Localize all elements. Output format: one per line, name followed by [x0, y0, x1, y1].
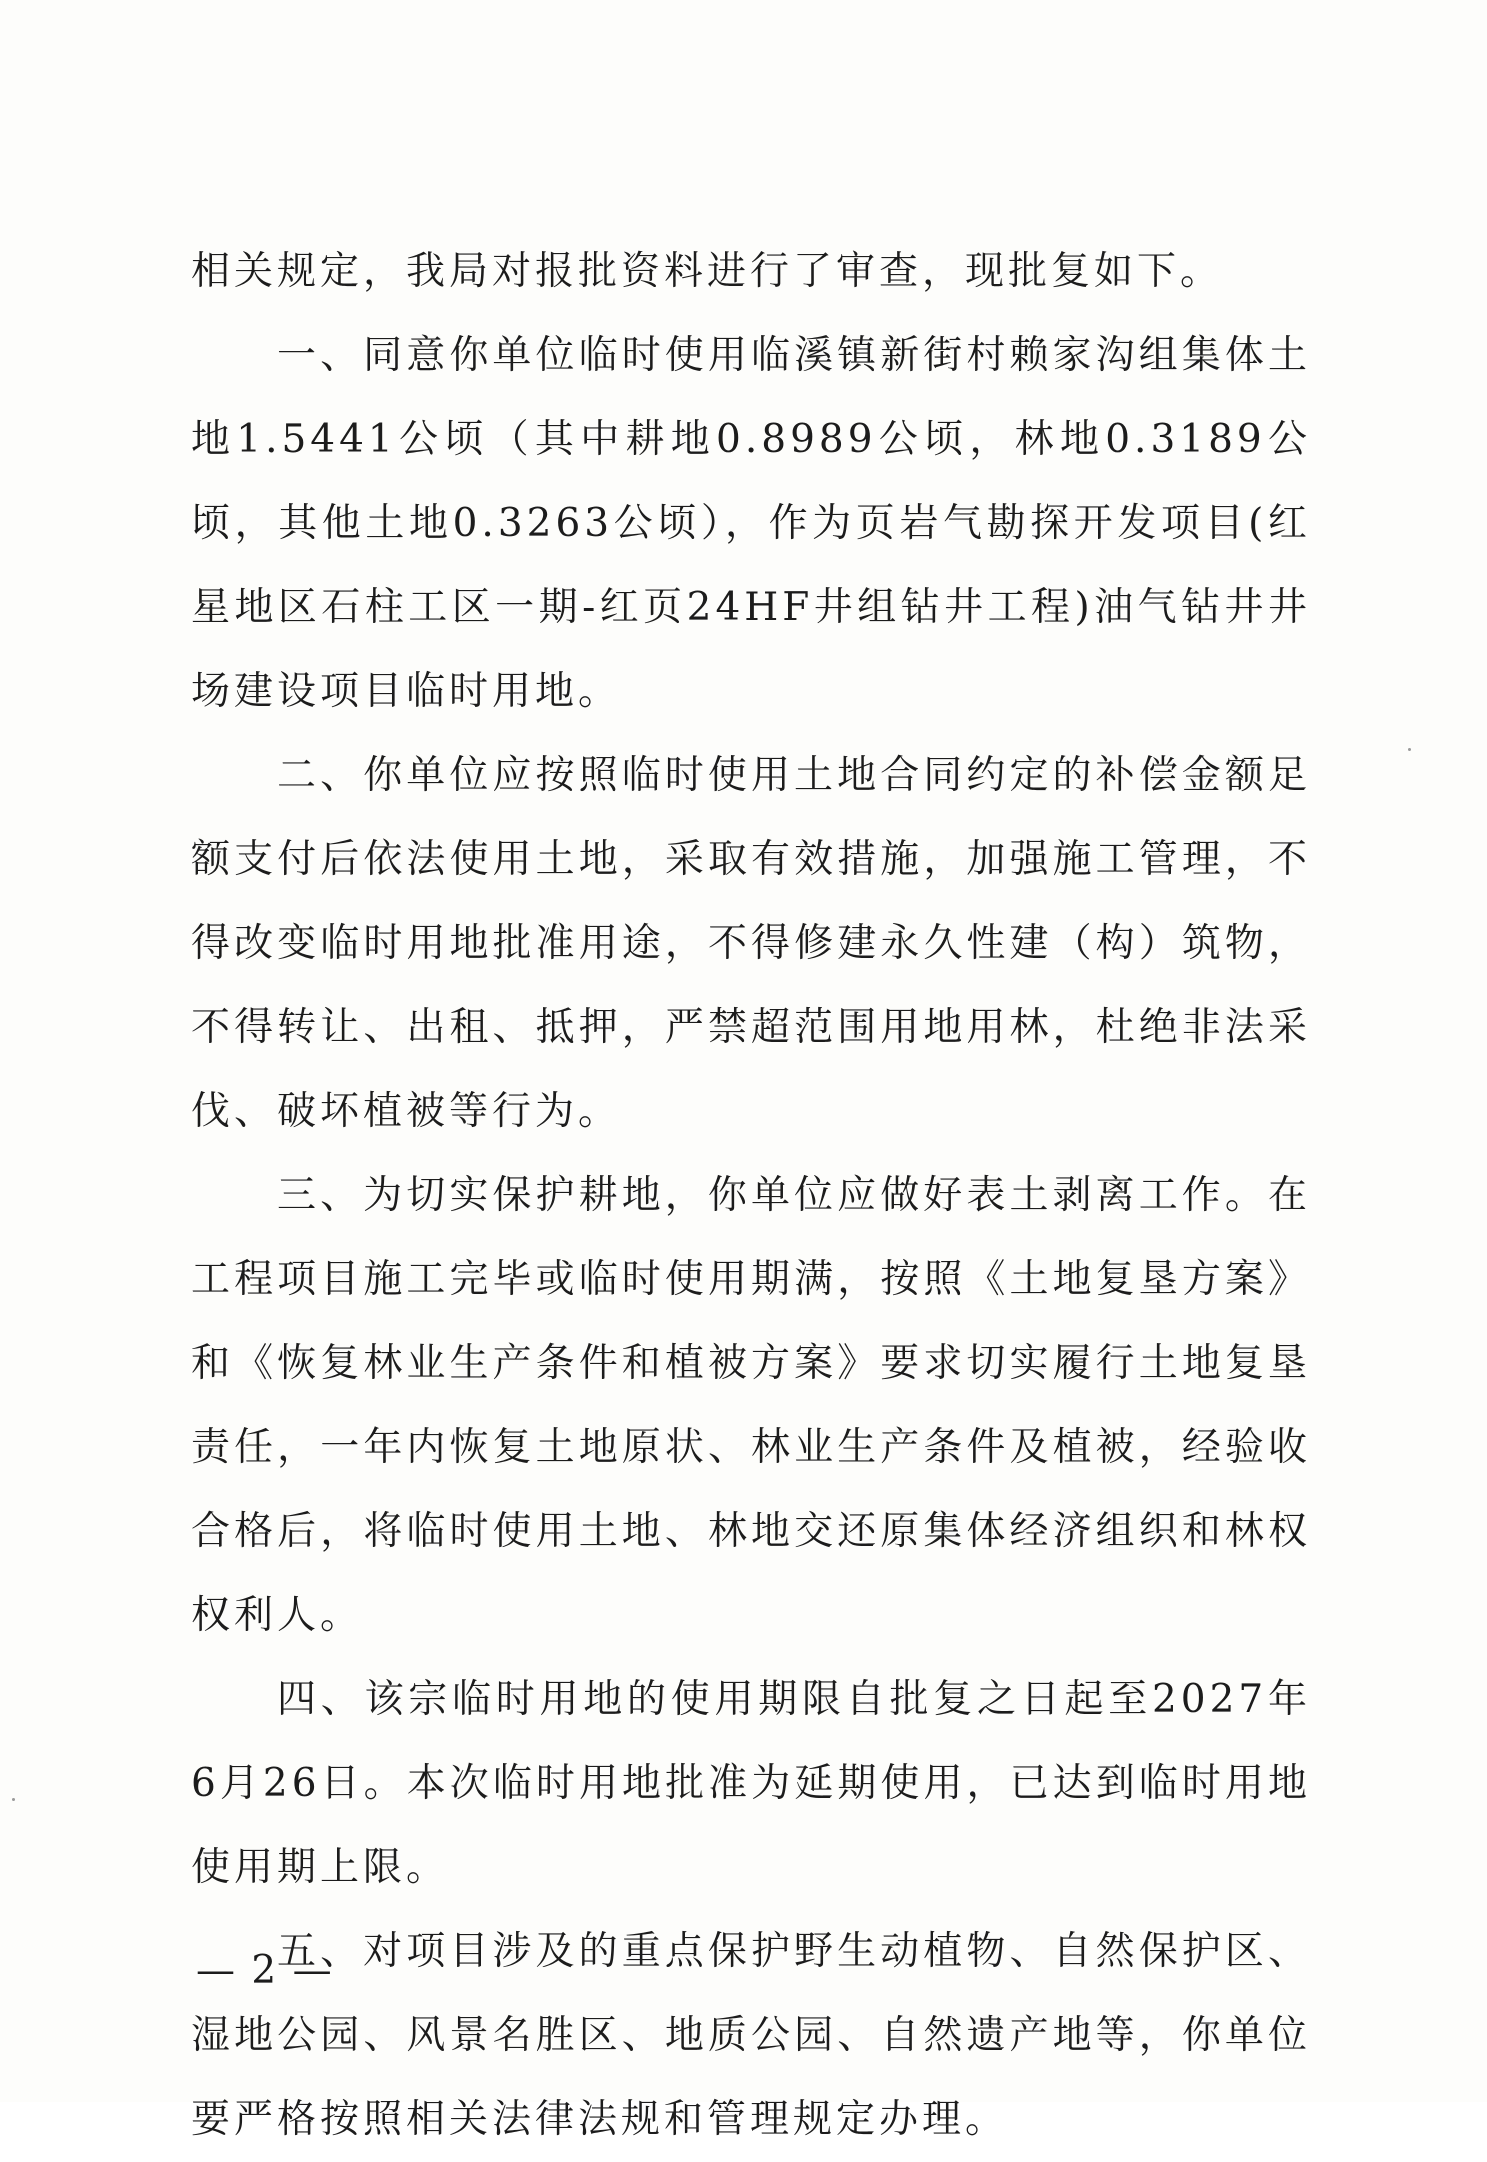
page-number: — 2 — [196, 1948, 334, 1993]
paragraph-intro: 相关规定，我局对报批资料进行了审查，现批复如下。 [191, 249, 1224, 294]
paragraph-item-3: 三、为切实保护耕地，你单位应做好表土剥离工作。在工程项目施工完毕或临时使用期满，按照《土地复垦方案》和《恢复林业生产条件和植被方案》要求切实履行土地复垦责任，一年内恢复土地原状、林业生产条件及植被，经验收合格后，将临时使用土地、林地交还原集体经济组织和林权权利人。 [191, 1173, 1311, 1638]
document-body [191, 230, 1311, 2162]
paragraph-item-2: 二、你单位应按照临时使用土地合同约定的补偿金额足额支付后依法使用土地，采取有效措施，加强施工管理，不得改变临时用地批准用途，不得修建永久性建（构）筑物，不得转让、出租、抵押，严禁超范围用地用林，杜绝非法采伐、破坏植被等行为。 [191, 753, 1311, 1134]
paragraph-item-5: 五、对项目涉及的重点保护野生动植物、自然保护区、湿地公园、风景名胜区、地质公园、自然遗产地等，你单位要严格按照相关法律法规和管理规定办理。 [191, 1929, 1311, 2142]
paragraph-item-1: 一、同意你单位临时使用临溪镇新街村赖家沟组集体土地1.5441公顷（其中耕地0.8989公顷，林地0.3189公顷，其他土地0.3263公顷），作为页岩气勘探开发项目(红星地区石柱工区一期-红页24HF井组钻井工程)油气钻井井场建设项目临时用地。 [191, 333, 1311, 714]
paragraph-item-4: 四、该宗临时用地的使用期限自批复之日起至2027年6月26日。本次临时用地批准为延期使用，已达到临时用地使用期上限。 [191, 1677, 1311, 1890]
scan-speck [1408, 748, 1411, 751]
scan-speck [12, 1798, 15, 1801]
